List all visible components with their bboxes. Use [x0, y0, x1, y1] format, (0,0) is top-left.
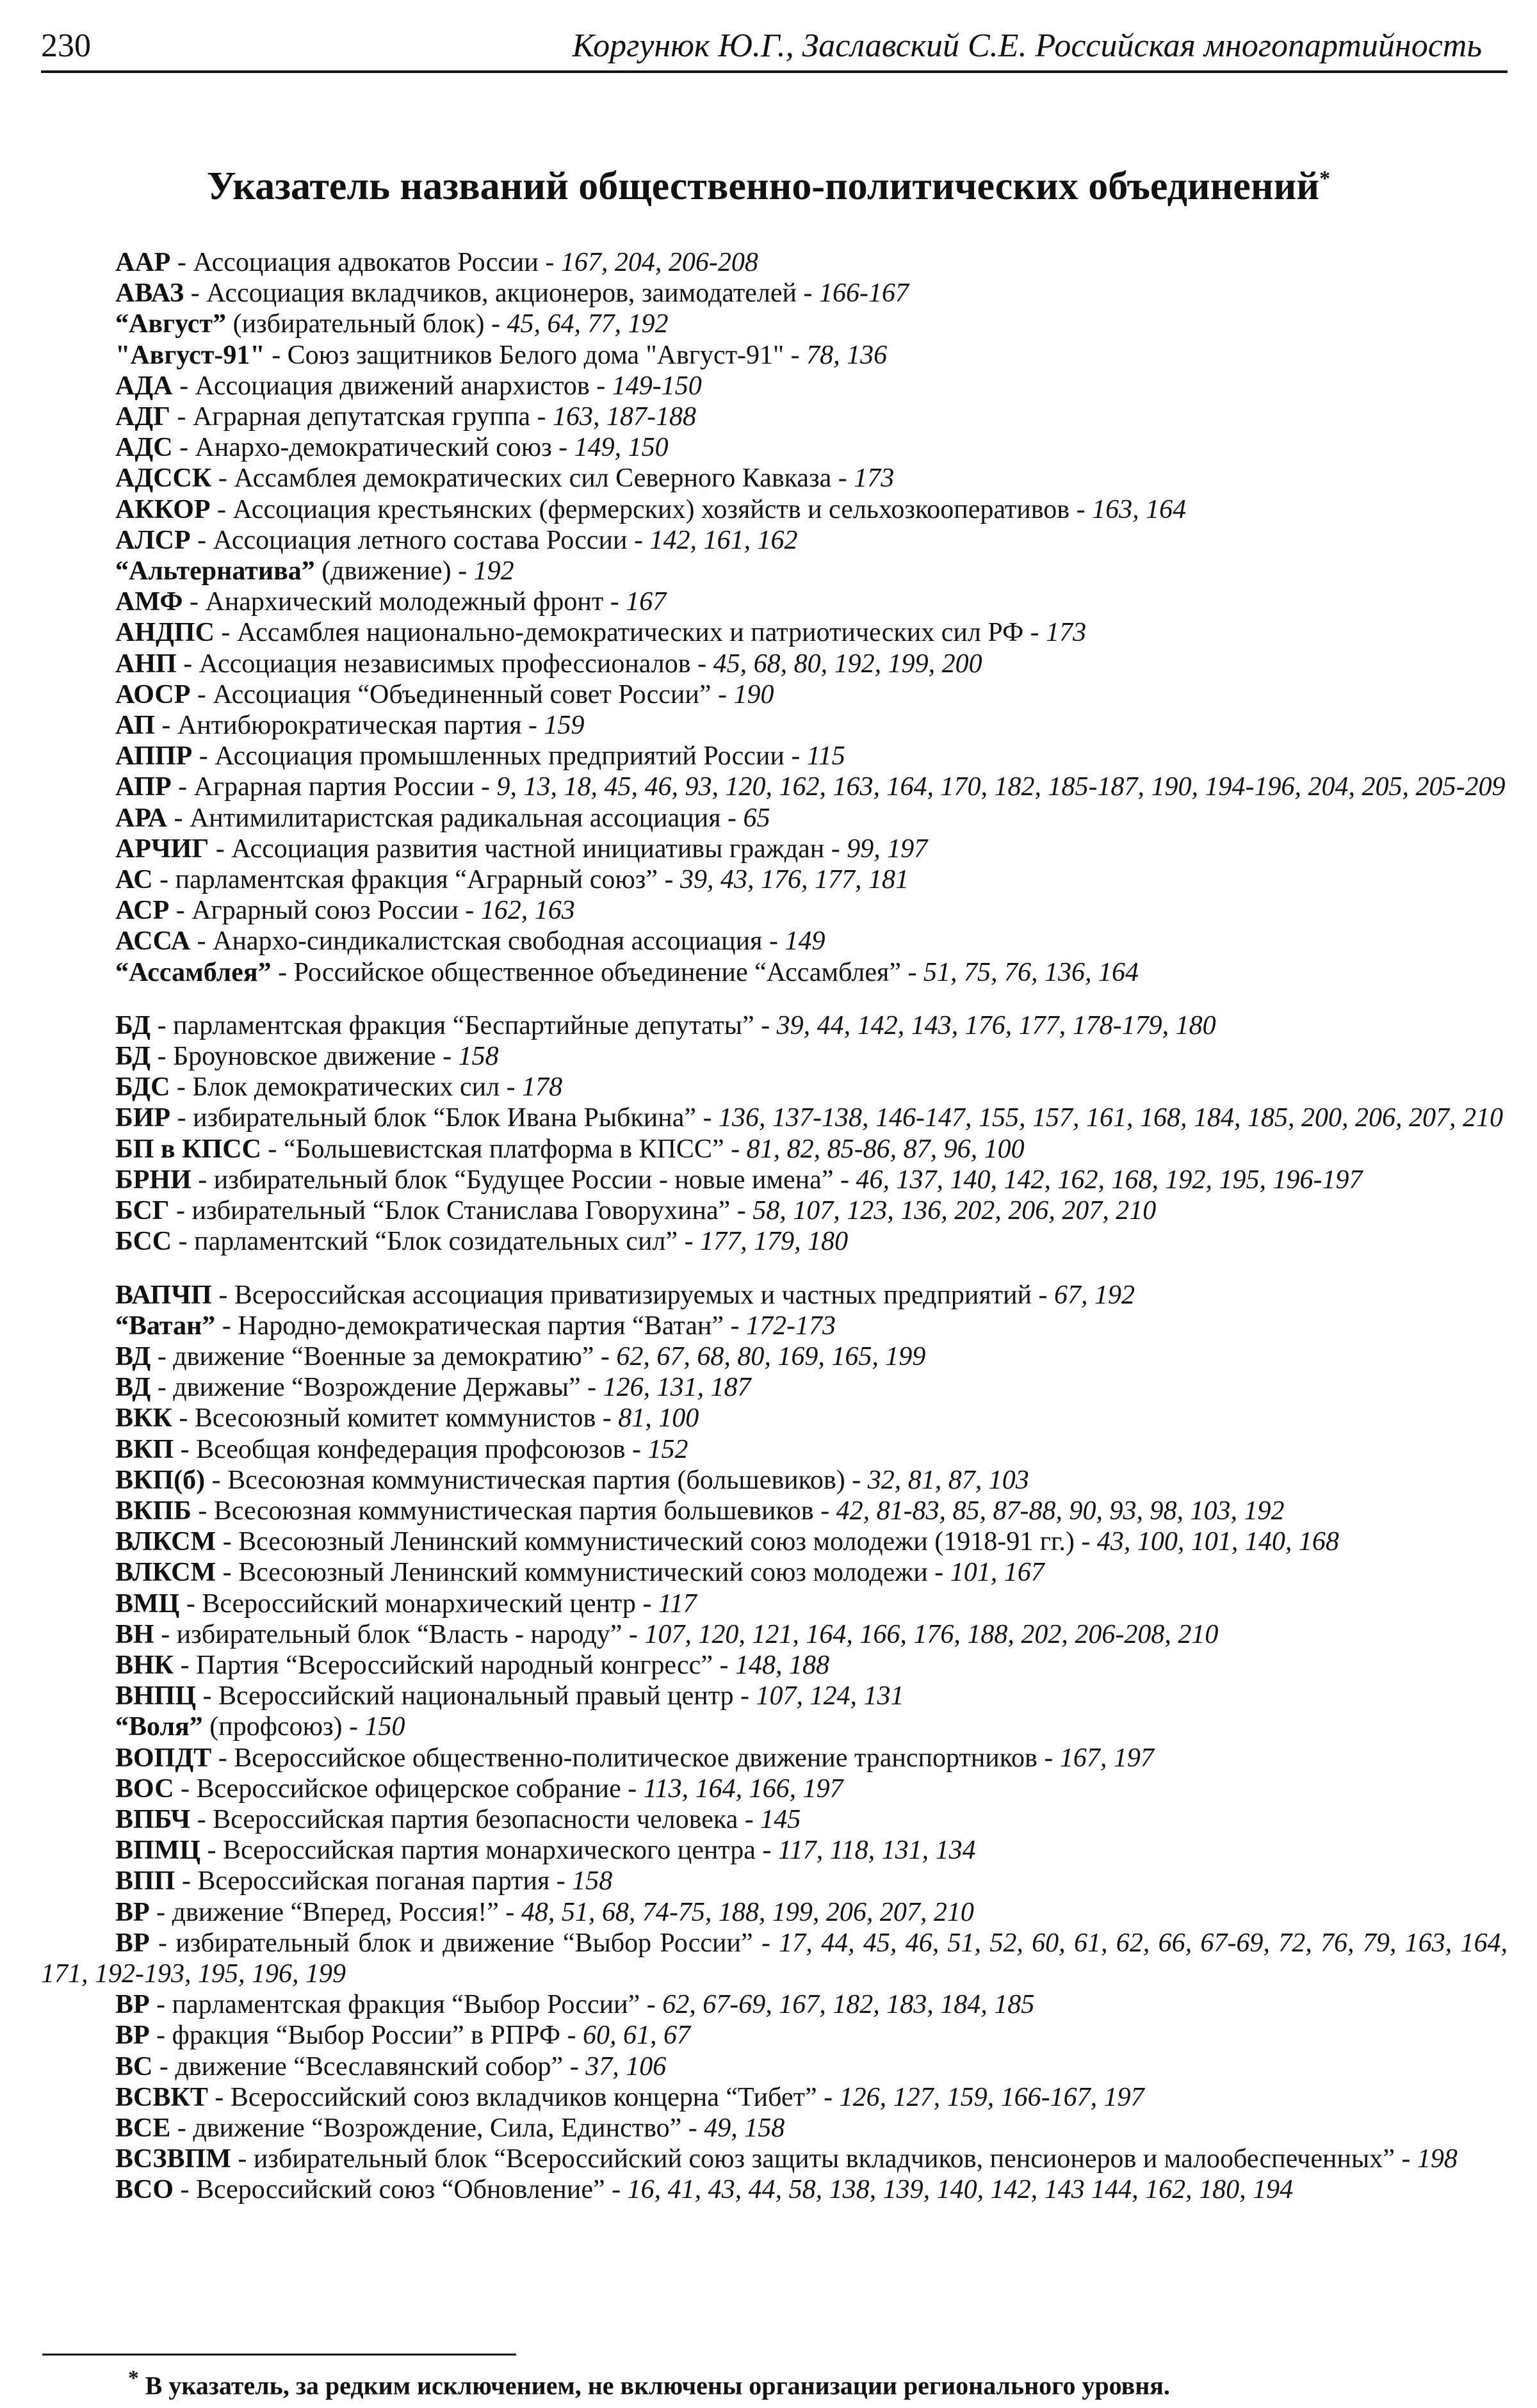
- entry-abbreviation: АРА: [115, 803, 167, 833]
- entry-description: - движение “Вперед, Россия!” -: [149, 1897, 521, 1927]
- entry-description: - Антибюрократическая партия -: [154, 711, 544, 741]
- entry-description: - Броуновское движение -: [150, 1042, 459, 1072]
- entry-pages: 65: [743, 803, 770, 833]
- index-entry: [41, 864, 1508, 895]
- entry-description: - Всероссийская ассоциация приватизируемых и частных предприятий -: [211, 1280, 1055, 1310]
- index-entry: [41, 1041, 1508, 1072]
- entry-pages: 16, 41, 43, 44, 58, 138, 139, 140, 142, 143 144, 162, 180, 194: [627, 2175, 1294, 2205]
- entry-pages: 126, 127, 159, 166-167, 197: [839, 2082, 1144, 2112]
- entry-abbreviation: ВЛКСМ: [115, 1558, 216, 1588]
- entry-description: - Народно-демократическая партия “Ватан” -: [215, 1311, 746, 1341]
- entry-abbreviation: АП: [115, 711, 155, 741]
- entry-description: - Ассоциация движений анархистов -: [172, 371, 612, 401]
- entry-description: - Союз защитников Белого дома "Август-91" -: [264, 340, 807, 370]
- entry-pages: 149-150: [612, 371, 702, 401]
- entry-pages: 37, 106: [585, 2051, 667, 2081]
- index-entry: [41, 2020, 1508, 2051]
- entry-pages: 99, 197: [847, 834, 928, 864]
- entry-description: - избирательный блок и движение “Выбор России” -: [149, 1928, 779, 1958]
- index-entry: [41, 1650, 1508, 1681]
- entry-pages: 51, 75, 76, 136, 164: [923, 957, 1139, 987]
- entry-description: - движение “Возрождение, Сила, Единство” -: [170, 2113, 704, 2143]
- entry-pages: 152: [647, 1434, 688, 1464]
- entry-abbreviation: БП в КПСС: [115, 1134, 261, 1164]
- page-number: 230: [41, 28, 91, 64]
- entry-pages: 126, 131, 187: [603, 1373, 751, 1403]
- entry-abbreviation: БСГ: [115, 1196, 170, 1226]
- entry-description: - Анархо-синдикалистская свободная ассоциация -: [190, 926, 785, 957]
- index-entry: [41, 494, 1508, 525]
- entry-abbreviation: ВСО: [115, 2175, 174, 2205]
- index-entry: [41, 1743, 1508, 1774]
- entry-pages: 32, 81, 87, 103: [867, 1465, 1029, 1495]
- entry-description: (профсоюз) -: [202, 1712, 365, 1742]
- entry-description: - Всероссийский союз вкладчиков концерна “Тибет” -: [207, 2082, 840, 2112]
- index-entry: [41, 1372, 1508, 1403]
- entry-pages: 107, 120, 121, 164, 166, 176, 188, 202, 206-208, 210: [644, 1619, 1219, 1649]
- entry-abbreviation: ВР: [115, 1990, 150, 2020]
- index-entry: [41, 1928, 1508, 1989]
- index-entry: [41, 957, 1508, 988]
- entry-pages: 43, 100, 101, 140, 168: [1096, 1527, 1339, 1557]
- index-entry: [41, 1496, 1508, 1526]
- entry-description: - Аграрный союз России -: [169, 896, 481, 926]
- entry-pages: 167, 204, 206-208: [560, 248, 758, 277]
- entry-abbreviation: ВПП: [115, 1866, 175, 1896]
- entry-description: - Ассоциация крестьянских (фермерских) хозяйств и сельхозкооперативов -: [210, 494, 1093, 524]
- footnote: [128, 2366, 1170, 2400]
- entry-pages: 113, 164, 166, 197: [643, 1774, 843, 1804]
- index-entry: [41, 649, 1508, 679]
- entry-pages: 177, 179, 180: [700, 1227, 849, 1257]
- entry-description: - избирательный блок “Власть - народу” -: [154, 1619, 645, 1649]
- index-entry: [41, 2174, 1508, 2205]
- entry-description: - Блок демократических сил -: [170, 1072, 523, 1103]
- entry-description: - Всероссийское офицерское собрание -: [174, 1774, 644, 1804]
- title-footnote-mark: *: [1319, 166, 1331, 191]
- entry-pages: 149: [785, 926, 825, 957]
- footnote-text: В указатель, за редким исключением, не включены организации регионального уровня.: [138, 2371, 1170, 2400]
- running-header: [41, 22, 1508, 73]
- entry-description: - Всероссийский монархический центр -: [179, 1588, 658, 1619]
- entry-abbreviation: АДС: [115, 433, 173, 463]
- entry-pages: 173: [1046, 618, 1087, 648]
- index-entry: [41, 1134, 1508, 1165]
- entry-abbreviation: ВАПЧП: [115, 1280, 212, 1310]
- index-entry: [41, 1165, 1508, 1195]
- index-entry: [41, 1226, 1508, 1257]
- entry-description: - парламентский “Блок созидательных сил” -: [172, 1227, 701, 1257]
- entry-abbreviation: БСС: [115, 1227, 172, 1257]
- index-entry: [41, 1897, 1508, 1928]
- entry-abbreviation: АНП: [115, 649, 177, 679]
- entry-abbreviation: "Август-91": [115, 340, 265, 370]
- entry-pages: 136, 137-138, 146-147, 155, 157, 161, 168, 184, 185, 200, 206, 207, 210: [719, 1103, 1504, 1133]
- index-entry: [41, 1711, 1508, 1742]
- entry-abbreviation: ВД: [115, 1373, 151, 1403]
- index-entry: [41, 556, 1508, 586]
- index-entry: [41, 2051, 1508, 2082]
- entry-abbreviation: ВЛКСМ: [115, 1527, 216, 1557]
- entry-abbreviation: БИР: [115, 1103, 171, 1133]
- index-entry: [41, 926, 1508, 957]
- entry-description: - парламентская фракция “Выбор России” -: [149, 1990, 663, 2020]
- entry-description: - Ассоциация адвокатов России -: [170, 248, 561, 277]
- index-entry: [41, 1681, 1508, 1711]
- entry-description: - движение “Всеславянский собор” -: [152, 2051, 586, 2081]
- entry-pages: 39, 44, 142, 143, 176, 177, 178-179, 180: [776, 1010, 1216, 1040]
- index-entry: [41, 432, 1508, 463]
- entry-description: - Всероссийская партия монархического центра -: [200, 1836, 778, 1866]
- entry-description: - Партия “Всероссийский народный конгресс” -: [174, 1650, 735, 1680]
- entry-pages: 49, 158: [704, 2113, 785, 2143]
- entry-abbreviation: АНДПС: [115, 618, 215, 648]
- entry-abbreviation: АППР: [115, 741, 193, 772]
- entry-description: - Ассоциация “Объединенный совет России” -: [190, 679, 734, 709]
- entry-pages: 163, 164: [1092, 494, 1187, 524]
- entry-description: - избирательный “Блок Станислава Говорухина” -: [169, 1196, 753, 1226]
- entry-description: - Всероссийский национальный правый центр -: [196, 1681, 756, 1711]
- entry-abbreviation: ВР: [115, 2021, 150, 2051]
- entry-abbreviation: ВОПДТ: [115, 1743, 212, 1773]
- entry-abbreviation: ВОС: [115, 1774, 174, 1804]
- entry-abbreviation: ВКК: [115, 1403, 172, 1434]
- index-entry: [41, 1434, 1508, 1465]
- index-entry: [41, 1804, 1508, 1835]
- entry-pages: 81, 100: [618, 1403, 699, 1434]
- entry-pages: 148, 188: [735, 1650, 829, 1680]
- entry-pages: 158: [572, 1866, 613, 1896]
- entry-abbreviation: “Ассамблея”: [115, 957, 272, 987]
- entry-abbreviation: АДССК: [115, 464, 212, 494]
- entry-pages: 48, 51, 68, 74-75, 188, 199, 206, 207, 210: [521, 1897, 974, 1927]
- entry-abbreviation: ВН: [115, 1619, 154, 1649]
- entry-abbreviation: АВАЗ: [115, 279, 184, 309]
- entry-abbreviation: ВНПЦ: [115, 1681, 197, 1711]
- entry-description: - избирательный блок “Блок Ивана Рыбкина” -: [170, 1103, 719, 1133]
- index-entry: [41, 2082, 1508, 2113]
- index-entry: [41, 617, 1508, 648]
- entry-abbreviation: ВПМЦ: [115, 1836, 200, 1866]
- entry-pages: 101, 167: [950, 1558, 1045, 1588]
- entry-abbreviation: “Альтернатива”: [115, 556, 315, 586]
- index-entry: [41, 1103, 1508, 1133]
- entry-abbreviation: ВНК: [115, 1650, 174, 1680]
- entry-description: - Всероссийское общественно-политическое движение транспортников -: [211, 1743, 1060, 1773]
- entry-pages: 67, 192: [1054, 1280, 1135, 1310]
- entry-description: - избирательный блок “Будущее России - новые имена” -: [191, 1165, 856, 1195]
- entry-description: - избирательный блок “Всероссийский союз защиты вкладчиков, пенсионеров и малообеспеченных” -: [231, 2144, 1417, 2174]
- index-entry: [41, 1280, 1508, 1311]
- entry-pages: 117, 118, 131, 134: [777, 1836, 976, 1866]
- index-entry: [41, 340, 1508, 371]
- entry-pages: 62, 67-69, 167, 182, 183, 184, 185: [662, 1990, 1035, 2020]
- entry-abbreviation: АЛСР: [115, 525, 191, 555]
- entry-description: - Анархический молодежный фронт -: [183, 587, 626, 617]
- entry-pages: 166-167: [819, 279, 909, 309]
- entry-description: - парламентская фракция “Аграрный союз” -: [152, 865, 680, 895]
- index-entry: [41, 1774, 1508, 1804]
- entry-description: - парламентская фракция “Беспартийные депутаты” -: [150, 1010, 777, 1040]
- entry-pages: 42, 81-83, 85, 87-88, 90, 93, 98, 103, 192: [836, 1496, 1285, 1526]
- entry-description: - Аграрная партия России -: [171, 772, 497, 802]
- entry-pages: 45, 64, 77, 192: [507, 309, 669, 339]
- entry-description: - Всероссийская поганая партия -: [175, 1866, 573, 1896]
- entry-pages: 17, 44, 45, 46, 51, 52, 60, 61, 62, 66, 67-69, 72, 76, 79, 163, 164, 171, 192-193, 195, 196, 199: [41, 1928, 1508, 1989]
- index-entry: [41, 1866, 1508, 1896]
- entry-description: - Российское общественное объединение “Ассамблея” -: [271, 957, 923, 987]
- entry-abbreviation: ВКПБ: [115, 1496, 191, 1526]
- index-entry: [41, 741, 1508, 772]
- index-entry: [41, 1311, 1508, 1341]
- entry-description: - Ассоциация промышленных предприятий России -: [192, 741, 807, 772]
- entry-pages: 58, 107, 123, 136, 202, 206, 207, 210: [752, 1196, 1157, 1226]
- entry-description: - Анархо-демократический союз -: [172, 433, 574, 463]
- entry-description: - Всероссийская партия безопасности человека -: [190, 1804, 761, 1834]
- entry-description: - Всесоюзный Ленинский коммунистический союз молодежи (1918-91 гг.) -: [216, 1527, 1097, 1557]
- index-entry: [41, 463, 1508, 494]
- entry-abbreviation: АДА: [115, 371, 173, 401]
- index-title: [0, 164, 1537, 209]
- entry-description: - Ассоциация летного состава России -: [190, 525, 650, 555]
- index-entry: [41, 1619, 1508, 1650]
- entry-abbreviation: ВД: [115, 1341, 151, 1371]
- entry-abbreviation: ВКП: [115, 1434, 174, 1464]
- index-entry: [41, 2113, 1508, 2144]
- index-entry: [41, 1557, 1508, 1588]
- entry-pages: 62, 67, 68, 80, 169, 165, 199: [616, 1341, 926, 1371]
- entry-abbreviation: АС: [115, 865, 153, 895]
- index-entry: [41, 2144, 1508, 2174]
- index-entry: [41, 1588, 1508, 1619]
- entry-pages: 163, 187-188: [552, 402, 696, 432]
- entry-pages: 198: [1417, 2144, 1458, 2174]
- index-entry: [41, 1526, 1508, 1557]
- entry-pages: 158: [458, 1042, 499, 1072]
- entry-abbreviation: ВСЗВПМ: [115, 2144, 231, 2174]
- entry-description: - Ассоциация развития частной инициативы граждан -: [209, 834, 847, 864]
- entry-description: - Ассоциация вкладчиков, акционеров, заимодателей -: [184, 279, 819, 309]
- entry-abbreviation: БД: [115, 1042, 151, 1072]
- index-entry: [41, 834, 1508, 864]
- entry-abbreviation: “Воля”: [115, 1712, 203, 1742]
- entry-description: - фракция “Выбор России” в РПРФ -: [149, 2021, 583, 2051]
- entry-pages: 145: [760, 1804, 801, 1834]
- entry-description: - Ассоциация независимых профессионалов -: [176, 649, 713, 679]
- entry-abbreviation: АМФ: [115, 587, 183, 617]
- entry-description: - Всесоюзный комитет коммунистов -: [172, 1403, 619, 1434]
- entry-description: - Аграрная депутатская группа -: [170, 402, 553, 432]
- index-entry: [41, 1403, 1508, 1434]
- entry-abbreviation: АПР: [115, 772, 172, 802]
- index-entry: [41, 525, 1508, 556]
- entry-description: - “Большевистская платформа в КПСС” -: [261, 1134, 747, 1164]
- entry-pages: 39, 43, 176, 177, 181: [679, 865, 909, 895]
- entry-pages: 107, 124, 131: [756, 1681, 904, 1711]
- entry-pages: 81, 82, 85-86, 87, 96, 100: [746, 1134, 1025, 1164]
- entry-abbreviation: АСР: [115, 896, 170, 926]
- entry-pages: 78, 136: [806, 340, 888, 370]
- entry-description: - Всесоюзная коммунистическая партия (большевиков) -: [205, 1465, 868, 1495]
- entry-pages: 172-173: [745, 1311, 836, 1341]
- entry-abbreviation: БРНИ: [115, 1165, 191, 1195]
- entry-pages: 115: [806, 741, 845, 772]
- entry-abbreviation: АССА: [115, 926, 191, 957]
- index-entry: [41, 1835, 1508, 1866]
- entry-description: - Всесоюзная коммунистическая партия большевиков -: [191, 1496, 836, 1526]
- index-entry: [41, 772, 1508, 802]
- entry-abbreviation: ААР: [115, 248, 171, 277]
- entry-abbreviation: БДС: [115, 1072, 170, 1103]
- entry-pages: 173: [854, 464, 895, 494]
- entry-abbreviation: БД: [115, 1010, 151, 1040]
- index-entry: [41, 1341, 1508, 1372]
- entry-pages: 60, 61, 67: [583, 2021, 690, 2051]
- entry-description: - Всесоюзный Ленинский коммунистический союз молодежи -: [216, 1558, 950, 1588]
- entry-abbreviation: АРЧИГ: [115, 834, 209, 864]
- running-title: Коргунюк Ю.Г., Заславский С.Е. Российская многопартийность: [572, 28, 1482, 64]
- entry-abbreviation: ВР: [115, 1928, 150, 1958]
- entry-pages: 149, 150: [574, 433, 669, 463]
- entry-description: - Ассамблея демократических сил Северного Кавказа -: [211, 464, 854, 494]
- entry-abbreviation: ВС: [115, 2051, 153, 2081]
- entry-pages: 167, 197: [1059, 1743, 1154, 1773]
- index-entry: [41, 247, 1508, 278]
- entry-pages: 9, 13, 18, 45, 46, 93, 120, 162, 163, 164, 170, 182, 185-187, 190, 194-196, 204, 205, 205-209: [496, 772, 1506, 802]
- index-entry: [41, 309, 1508, 339]
- entry-abbreviation: ВКП(б): [115, 1465, 206, 1495]
- entry-pages: 150: [364, 1712, 405, 1742]
- entry-abbreviation: АОСР: [115, 679, 191, 709]
- entry-abbreviation: ВР: [115, 1897, 150, 1927]
- entry-pages: 159: [544, 711, 585, 741]
- entry-description: - Всероссийский союз “Обновление” -: [174, 2175, 628, 2205]
- index-entry: [41, 278, 1508, 309]
- entry-pages: 142, 161, 162: [649, 525, 798, 555]
- index-entry: [41, 895, 1508, 926]
- entry-description: (движение) -: [314, 556, 474, 586]
- index-entry: [41, 1010, 1508, 1041]
- entry-pages: 46, 137, 140, 142, 162, 168, 192, 195, 196-197: [856, 1165, 1363, 1195]
- index-entry: [41, 1195, 1508, 1226]
- entry-pages: 117: [658, 1588, 697, 1619]
- entry-abbreviation: АДГ: [115, 402, 170, 432]
- entry-description: - движение “Военные за демократию” -: [150, 1341, 617, 1371]
- index-title-text: Указатель названий общественно-политических объединений: [206, 165, 1320, 208]
- entry-pages: 45, 68, 80, 192, 199, 200: [713, 649, 982, 679]
- entry-description: - Всеобщая конфедерация профсоюзов -: [174, 1434, 648, 1464]
- entry-pages: 167: [626, 587, 667, 617]
- entry-abbreviation: “Ватан”: [115, 1311, 216, 1341]
- entry-abbreviation: ВСЕ: [115, 2113, 171, 2143]
- entry-abbreviation: “Август”: [115, 309, 227, 339]
- index-entry: [41, 1072, 1508, 1103]
- entry-description: - движение “Возрождение Державы” -: [150, 1373, 603, 1403]
- entry-abbreviation: ВМЦ: [115, 1588, 180, 1619]
- footnote-mark: *: [128, 2366, 139, 2390]
- index-entry: [41, 401, 1508, 432]
- entry-pages: 190: [733, 679, 774, 709]
- entry-pages: 178: [522, 1072, 563, 1103]
- entry-abbreviation: ВПБЧ: [115, 1804, 191, 1834]
- entry-abbreviation: ВСВКТ: [115, 2082, 208, 2112]
- entry-pages: 162, 163: [480, 896, 575, 926]
- index-entry: [41, 1465, 1508, 1496]
- entry-pages: 192: [473, 556, 514, 586]
- index-entries: [41, 247, 1508, 2206]
- entry-abbreviation: АККОР: [115, 494, 211, 524]
- index-entry: [41, 586, 1508, 617]
- index-entry: [41, 803, 1508, 834]
- index-entry: [41, 1989, 1508, 2020]
- index-entry: [41, 710, 1508, 741]
- entry-description: (избирательный блок) -: [226, 309, 507, 339]
- entry-description: - Ассамблея национально-демократических и патриотических сил РФ -: [214, 618, 1046, 648]
- entry-description: - Антимилитаристская радикальная ассоциация -: [167, 803, 744, 833]
- index-entry: [41, 371, 1508, 401]
- index-entry: [41, 679, 1508, 710]
- footnote-divider: [42, 2354, 516, 2355]
